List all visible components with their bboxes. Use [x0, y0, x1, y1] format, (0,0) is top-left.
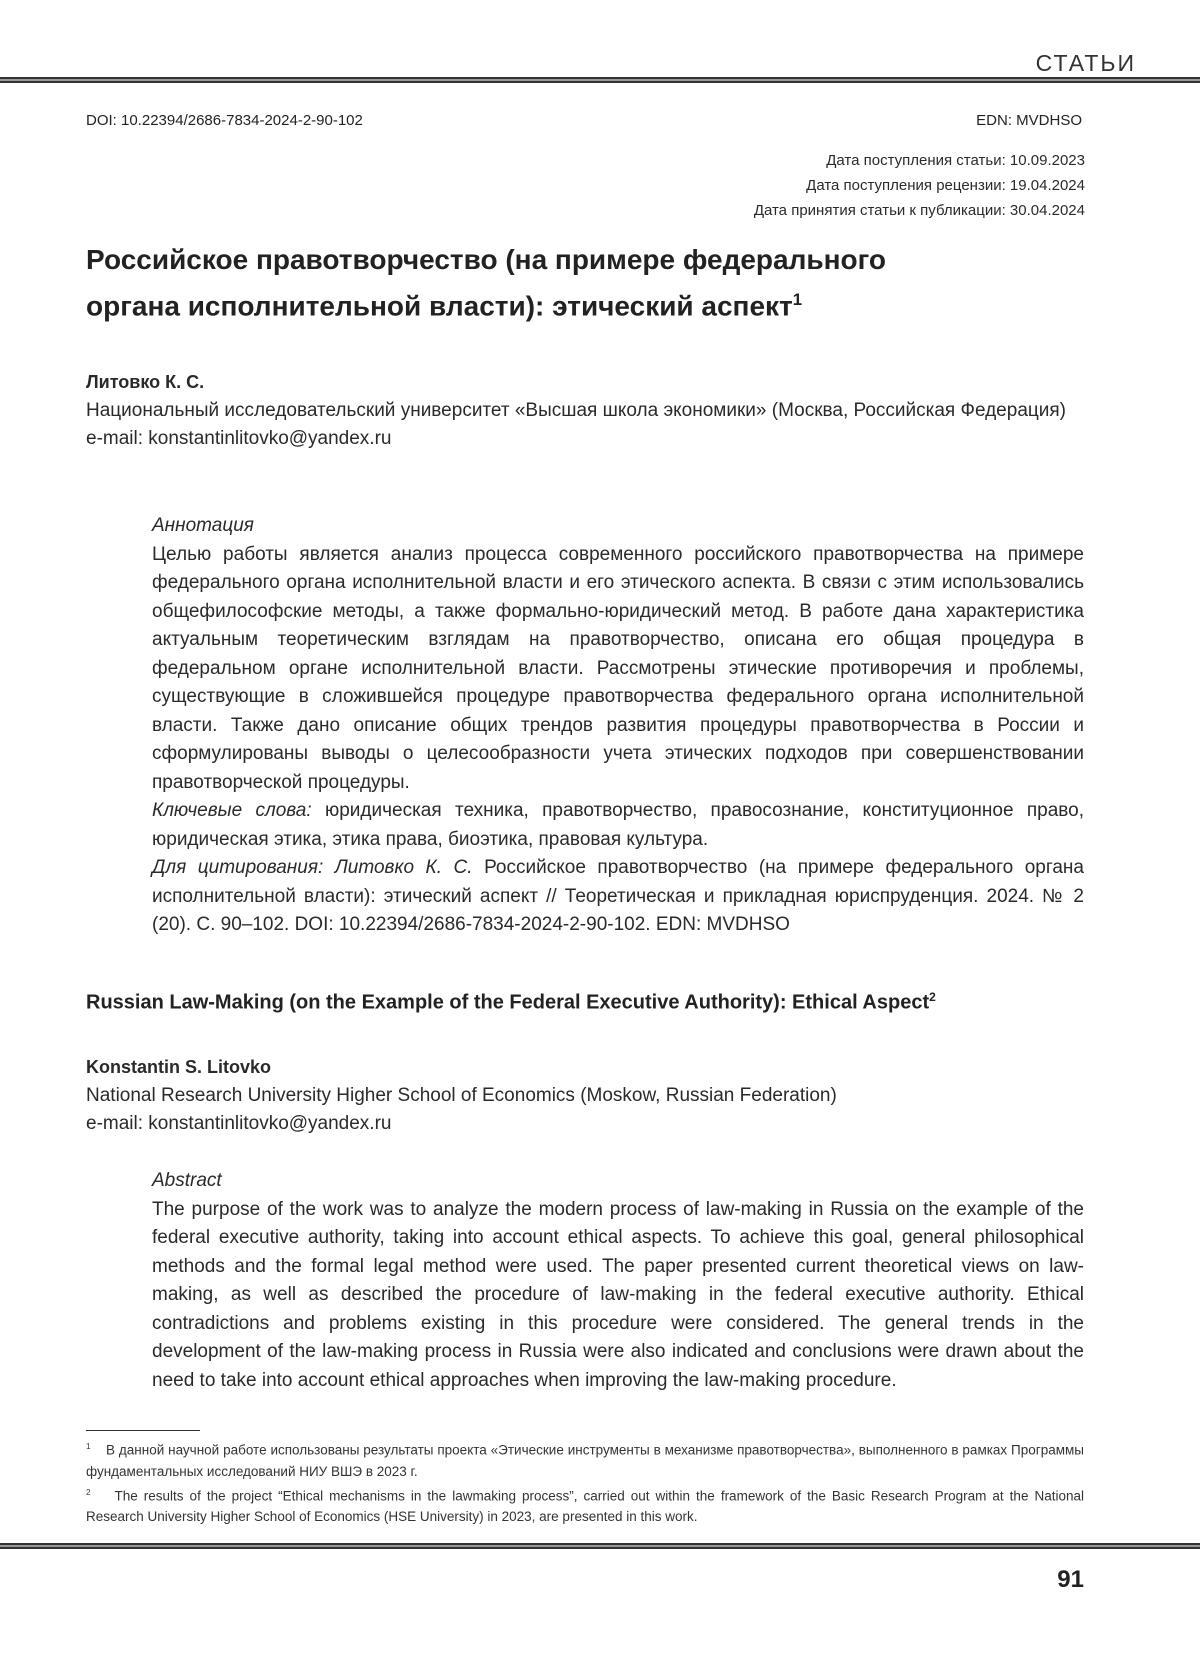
en-abstract: The purpose of the work was to analyze the modern process of law-making in Russia on the example of the federal executive authority, taking into account ethical aspects. To achieve this goal, general philosophical methods and the formal legal method were used. The paper presented current theoretical views on law-making, as well as described the procedure of law-making in the federal executive authority. Ethical contradictions and problems existing in this procedure were considered. The general trends in the development of the law-making process in Russia were also indicated and conclusions were drawn about the need to take into account ethical approaches when improving the law-making procedure.	[152, 1196, 1084, 1396]
cite-label: Для цитирования: Литовко К. С.	[152, 857, 473, 878]
footnotes	[86, 1436, 1084, 1527]
ru-author: Литовко К. С.	[86, 368, 1084, 397]
en-author-block	[86, 1053, 1084, 1139]
ru-title-text: Российское правотворчество (на примере федерального органа исполнительной власти): этический аспект	[86, 244, 886, 321]
keywords-text: юридическая техника, правотворчество, правосознание, конституционное право, юридическая этика, этика права, биоэтика, правовая культура.	[152, 800, 1084, 850]
en-affiliation: National Research University Higher School of Economics (Moskow, Russian Federation)	[86, 1082, 1084, 1111]
en-title	[86, 990, 936, 1015]
edn: EDN: MVDHSO	[976, 112, 1082, 129]
section-label: СТАТЬИ	[1036, 50, 1136, 77]
ru-email: e-mail: konstantinlitovko@yandex.ru	[86, 425, 1084, 454]
en-author: Konstantin S. Litovko	[86, 1053, 1084, 1082]
ru-affiliation: Национальный исследовательский университет «Высшая школа экономики» (Москва, Российская Федерация)	[86, 397, 1084, 426]
en-abstract-block	[152, 1167, 1084, 1395]
article-dates	[754, 148, 1085, 223]
footnote-number: 2	[86, 1488, 91, 1497]
footnote-ref-2[interactable]: 2	[929, 990, 936, 1004]
ru-keywords	[152, 797, 1084, 854]
header-rule	[0, 77, 1200, 83]
date-received: Дата поступления статьи: 10.09.2023	[754, 148, 1085, 173]
footnote-ref-1[interactable]: 1	[793, 290, 802, 309]
en-abstract-heading: Abstract	[152, 1167, 1084, 1196]
ru-abstract: Целью работы является анализ процесса современного российского правотворчества на примере федерального органа исполнительной власти и его этического аспекта. В связи с этим использовались общефилософские методы, а также формально-юридический метод. В работе дана характеристика актуальным теоретическим взглядам на правотворчество, описана его общая процедура в федеральном органе исполнительной власти. Рассмотрены этические противоречия и проблемы, существующие в сложившейся процедуре правотворчества федерального органа исполнительной власти. Также дано описание общих трендов развития процедуры правотворчества в России и сформулированы выводы о целесообразности учета этических подходов при совершенствовании правотворческой процедуры.	[152, 541, 1084, 798]
footnote-text: The results of the project “Ethical mechanisms in the lawmaking process”, carried out within the framework of the Basic Research Program at the National Research University Higher School of Economics (HSE University) in 2023, are presented in this work.	[86, 1488, 1084, 1524]
footnote-1	[86, 1436, 1084, 1482]
ru-author-block	[86, 368, 1084, 454]
footnote-2	[86, 1482, 1084, 1528]
ru-citation	[152, 854, 1084, 940]
date-accepted: Дата принятия статьи к публикации: 30.04.2024	[754, 198, 1085, 223]
keywords-label: Ключевые слова:	[152, 800, 312, 821]
doi: DOI: 10.22394/2686-7834-2024-2-90-102	[86, 112, 363, 129]
footnote-number: 1	[86, 1442, 91, 1451]
date-reviewed: Дата поступления рецензии: 19.04.2024	[754, 173, 1085, 198]
en-email: e-mail: konstantinlitovko@yandex.ru	[86, 1110, 1084, 1139]
page-number: 91	[1057, 1566, 1084, 1594]
ru-abstract-heading: Аннотация	[152, 512, 1084, 541]
ru-title	[86, 240, 986, 326]
en-title-text: Russian Law-Making (on the Example of the Federal Executive Authority): Ethical Aspect	[86, 992, 929, 1014]
cite-text: Российское правотворчество (на примере федерального органа исполнительной власти): этический аспект // Теоретическая и прикладная юриспруденция. 2024. № 2 (20). С. 90–102. DOI: 10.22394/2686-7834-2024-2-90-102. EDN: MVDHSO	[152, 857, 1084, 935]
footnote-text: В данной научной работе использованы результаты проекта «Этические инструменты в механизме правотворчества», выполненного в рамках Программы фундаментальных исследований НИУ ВШЭ в 2023 г.	[86, 1443, 1084, 1479]
footnote-separator	[86, 1430, 200, 1431]
ru-abstract-block	[152, 512, 1084, 940]
footer-rule	[0, 1543, 1200, 1549]
